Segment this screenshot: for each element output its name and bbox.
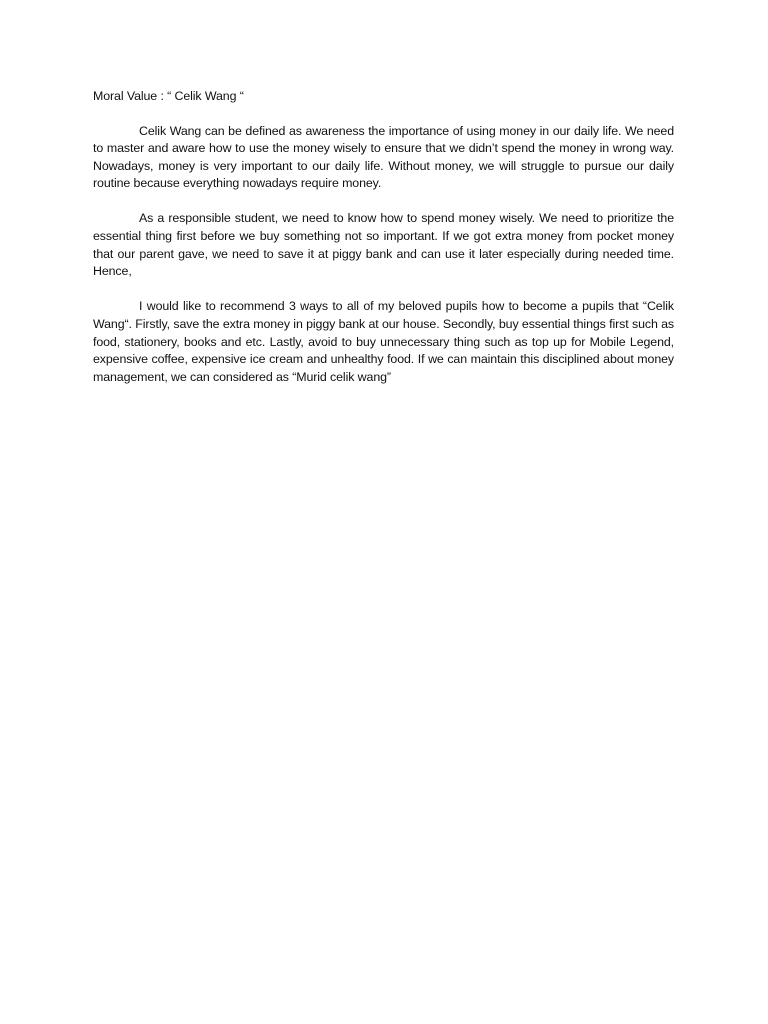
document-title: Moral Value : “ Celik Wang “: [93, 89, 244, 103]
paragraph-definition: Celik Wang can be defined as awareness the importance of using money in our daily life. We need to master and aware how to use the money wisely to ensure that we didn’t spend the money in wrong way. Nowadays, money is very important to our daily life. Without money, we will struggle to pursue our daily routine because everything nowadays require money.: [93, 123, 674, 191]
paragraph-responsibility: As a responsible student, we need to know how to spend money wisely. We need to prioritize the essential thing first before we buy something not so important. If we got extra money from pocket money that our parent gave, we need to save it at piggy bank and can use it later especially during needed time. Hence,: [93, 211, 674, 279]
document-body: [93, 88, 674, 404]
paragraph-recommendations: I would like to recommend 3 ways to all of my beloved pupils how to become a pupils that “Celik Wang“. Firstly, save the extra money in piggy bank at our house. Secondly, buy essential things first such as food, stationery, books and etc. Lastly, avoid to buy unnecessary thing such as top up for Mobile Legend, expensive coffee, expensive ice cream and unhealthy food. If we can maintain this disciplined about money management, we can considered as “Murid celik wang”: [93, 299, 674, 384]
